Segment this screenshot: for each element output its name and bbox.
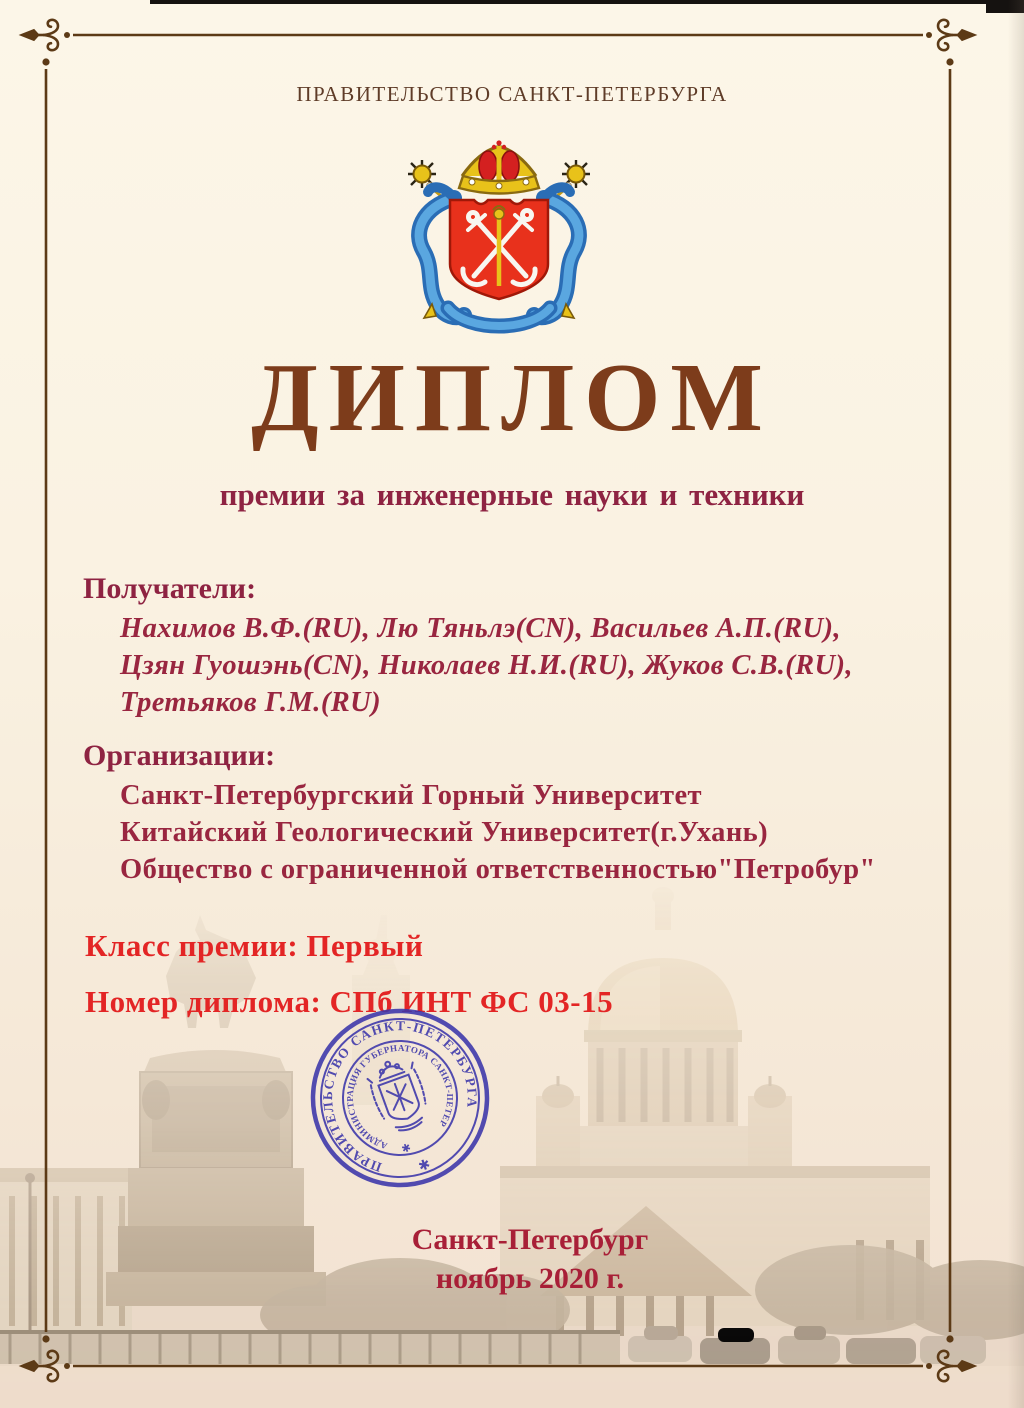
award-class-line (85, 928, 423, 964)
stamp-outer-text: ПРАВИТЕЛЬСТВО САНКТ-ПЕТЕРБУРГА (320, 1018, 480, 1176)
organizations-list (120, 777, 950, 888)
government-header: ПРАВИТЕЛЬСТВО САНКТ-ПЕТЕРБУРГА (296, 82, 728, 106)
stamp-star: ✱ (416, 1157, 433, 1176)
imperial-crown-icon (459, 140, 539, 193)
shield (450, 200, 548, 299)
award-class-label: Класс премии: (85, 928, 299, 963)
scan-artifact-top (150, 0, 1024, 4)
recipient-line: Третьяков Г.М.(RU) (120, 687, 382, 718)
recipient-line: Цзян Гуошэнь(CN), Николаев Н.И.(RU), Жуков С.В.(RU), (120, 650, 853, 681)
recipients-list (120, 610, 950, 721)
stamp-star: ✱ (400, 1141, 413, 1157)
scan-edge-shadow (1008, 0, 1024, 1408)
award-class-value: Первый (306, 928, 424, 963)
place-date-block (330, 1220, 730, 1298)
place-text: Санкт-Петербург (411, 1223, 649, 1256)
organization-line: Китайский Геологический Университет(г.Ухань) (120, 817, 768, 848)
stamp-emblem-icon (364, 1054, 434, 1137)
recipient-line: Нахимов В.Ф.(RU), Лю Тяньлэ(CN), Васильев А.П.(RU), (120, 613, 841, 644)
diploma-title: ДИПЛОМ (251, 344, 773, 452)
spb-coat-of-arms (384, 136, 614, 336)
organization-line: Общество с ограниченной ответственностью"Петробур" (120, 854, 876, 885)
diploma-number-value: СПб ИНТ ФС 03-15 (329, 984, 614, 1019)
government-stamp (305, 1003, 495, 1193)
organizations-label: Организации: (83, 739, 276, 772)
stamp-inner-text: АДМИНИСТРАЦИЯ ГУБЕРНАТОРА САНКТ-ПЕТЕРБУРГА (344, 1042, 456, 1152)
diploma-number-label: Номер диплома: (85, 984, 322, 1019)
diploma-subtitle: премии за инженерные науки и техники (219, 477, 805, 512)
recipients-label: Получатели: (83, 572, 257, 605)
organization-line: Санкт-Петербургский Горный Университет (120, 780, 702, 811)
date-text: ноябрь 2020 г. (435, 1262, 625, 1295)
